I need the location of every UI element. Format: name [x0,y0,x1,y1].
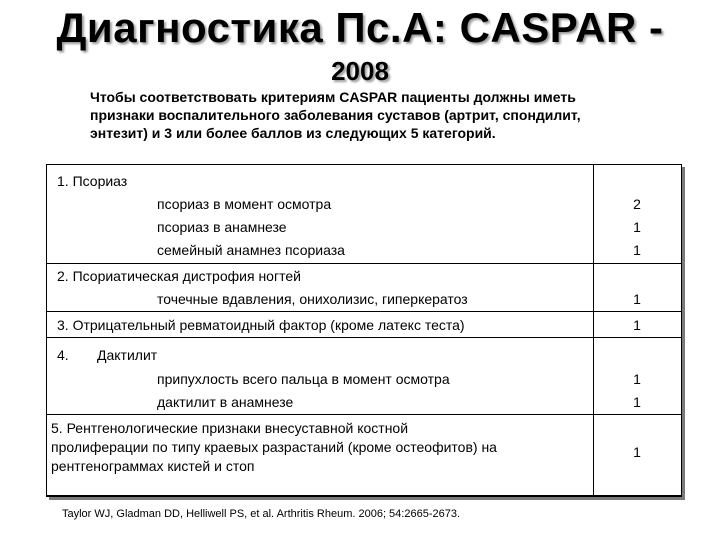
row-divider [47,414,681,415]
category-2-item-score: 1 [633,291,641,307]
category-1-title: 1. Псориаз [57,173,128,189]
intro-line: признаки воспалительного заболевания суставов (артрит, спондилит, [90,107,581,123]
row-divider [47,337,681,338]
criteria-table [46,164,682,497]
category-5-line: рентгенограммах кистей и стоп [51,458,255,474]
row-divider [47,263,681,264]
intro-line: Чтобы соответствовать критериям CASPAR пациенты должны иметь [90,89,576,105]
category-4-item: припухлость всего пальца в момент осмотра [157,371,450,387]
category-1-item: псориаз в момент осмотра [157,196,332,212]
category-5-line: 5. Рентгенологические признаки внесуставной костной [51,420,409,436]
category-2-title: 2. Псориатическая дистрофия ногтей [57,268,301,284]
slide-year: 2008 [331,56,389,86]
category-1-item: псориаз в анамнезе [157,219,287,235]
category-4-number: 4. [57,347,69,363]
category-1-item-score: 1 [633,242,641,258]
category-1-item-score: 2 [633,196,641,212]
category-4-item: дактилит в анамнезе [157,394,294,410]
category-5-line: пролиферации по типу краевых разрастаний (кроме остеофитов) на [51,439,497,455]
row-divider [47,311,681,312]
category-4-item-score: 1 [633,371,641,387]
category-3-score: 1 [633,317,641,333]
category-4-item-score: 1 [633,394,641,410]
category-4-title: Дактилит [97,347,158,363]
category-2-item: точечные вдавления, онихолизис, гиперкератоз [157,291,468,307]
category-1-item-score: 1 [633,219,641,235]
category-3-title: 3. Отрицательный ревматоидный фактор (кроме латекс теста) [57,317,465,333]
category-1-item: семейный анамнез псориаза [157,242,345,258]
intro-text [90,88,690,142]
citation: Taylor WJ, Gladman DD, Helliwell PS, et al. Arthritis Rheum. 2006; 54:2665-2673. [62,508,461,520]
slide-title: Диагностика Пс.А: CASPAR - [56,4,664,51]
intro-line: энтезит) и 3 или более баллов из следующих 5 категорий. [90,125,496,141]
category-5-score: 1 [633,444,641,460]
